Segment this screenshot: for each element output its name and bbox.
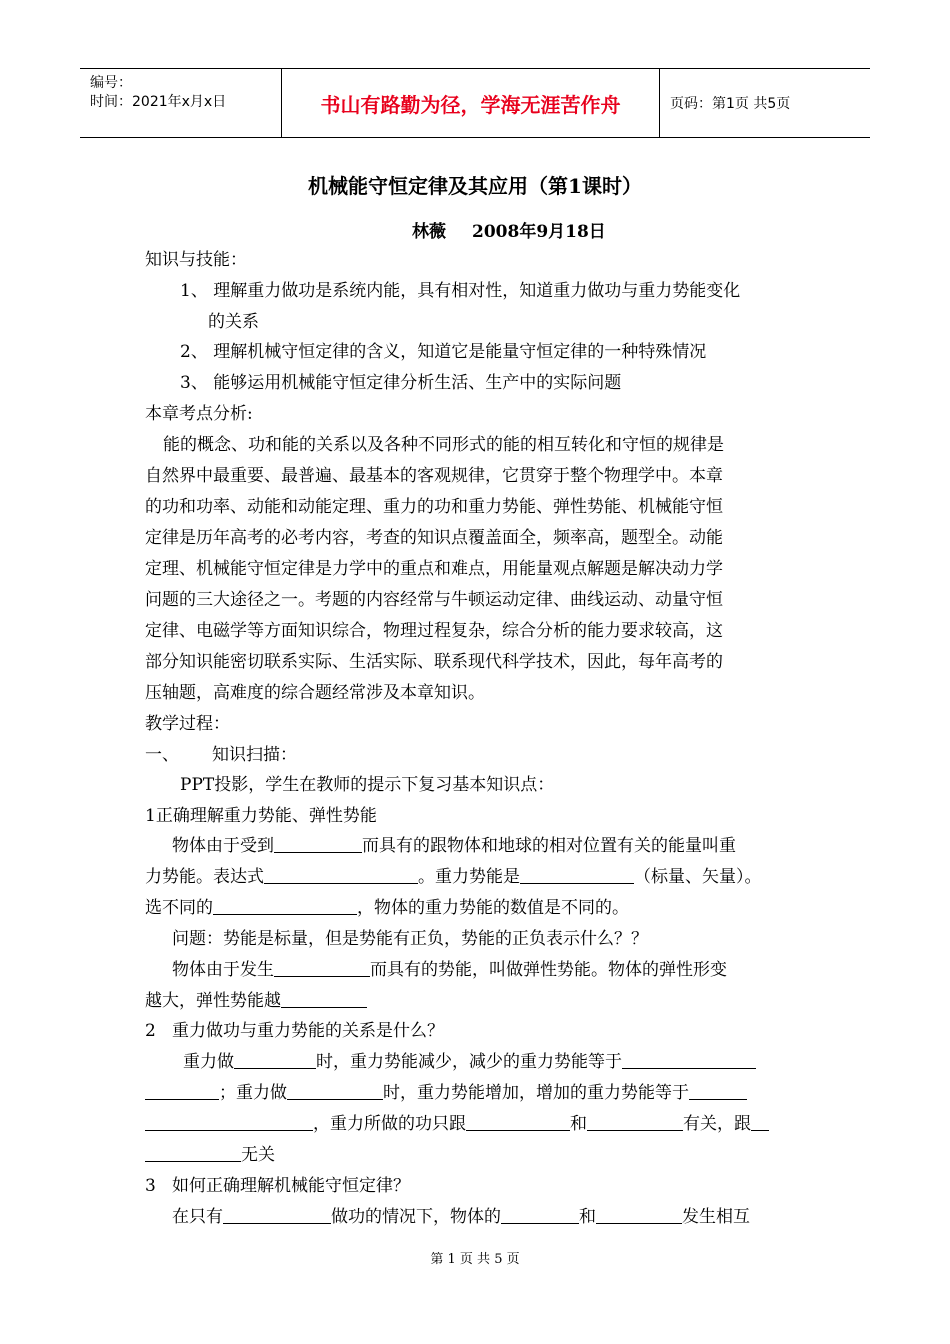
fill-line: 物体由于发生 而具有的势能，叫做弹性势能。物体的弹性形变 <box>172 960 727 980</box>
fill-line: 越大，弹性势能越 <box>145 990 367 1012</box>
blank <box>274 835 362 853</box>
header-page-info: 页码：第1页 共5页 <box>670 96 791 112</box>
paragraph-line: 定律、电磁学等方面知识综合，物理过程复杂，综合分析的能力要求较高，这 <box>145 621 723 641</box>
paragraph-line: 定律是历年高考的必考内容，考查的知识点覆盖面全，频率高，题型全。动能 <box>145 528 723 548</box>
header-time: 时间：2021年x月x日 <box>90 94 227 110</box>
list-item-cont: 的关系 <box>208 312 259 332</box>
blank <box>264 866 418 884</box>
fill-line: ；重力做 时，重力势能增加，增加的重力势能等于 <box>145 1082 747 1104</box>
page-header <box>80 68 870 138</box>
fill-line: 物体由于受到 而具有的跟物体和地球的相对位置有关的能量叫重 <box>172 836 736 856</box>
paragraph-line: 的功和功率、动能和动能定理、重力的功和重力势能、弹性势能、机械能守恒 <box>145 497 723 517</box>
blank <box>234 1051 316 1069</box>
subsection-number: 2 <box>145 1021 156 1041</box>
fill-line: 力势能。表达式 。重力势能是 （标量、矢量）。 <box>145 867 762 887</box>
paragraph-line: 能的概念、功和能的关系以及各种不同形式的能的相互转化和守恒的规律是 <box>163 435 724 455</box>
header-motto: 书山有路勤为径，学海无涯苦作舟 <box>281 69 660 137</box>
paragraph-line: 问题的三大途径之一。考题的内容经常与牛顿运动定律、曲线运动、动量守恒 <box>145 590 723 610</box>
blank <box>287 1082 383 1100</box>
blank <box>145 1113 313 1131</box>
header-meta <box>80 69 280 137</box>
section-heading: 知识与技能： <box>145 250 247 270</box>
blank <box>622 1051 756 1069</box>
fill-line: ，重力所做的功只跟 和 有关，跟 <box>145 1113 769 1135</box>
blank <box>145 1144 241 1162</box>
subsection-title: 1正确理解重力势能、弹性势能 <box>145 806 377 826</box>
fill-line: 选不同的 ，物体的重力势能的数值是不同的。 <box>145 898 629 918</box>
doc-byline <box>412 217 606 242</box>
paragraph-line: 压轴题，高难度的综合题经常涉及本章知识。 <box>145 683 485 703</box>
doc-date: 2008年9月18日 <box>472 222 606 242</box>
doc-title: 机械能守恒定律及其应用（第1课时） <box>308 174 642 198</box>
subsection-title: 重力做功与重力势能的关系是什么？ <box>172 1021 444 1041</box>
subsection-number: 3 <box>145 1176 156 1196</box>
paragraph-line: PPT投影，学生在教师的提示下复习基本知识点： <box>180 775 555 795</box>
blank <box>587 1113 683 1131</box>
blank <box>213 897 357 915</box>
paragraph-line: 自然界中最重要、最普遍、最基本的客观规律，它贯穿于整个物理学中。本章 <box>145 466 723 486</box>
list-item: 2、 理解机械守恒定律的含义，知道它是能量守恒定律的一种特殊情况 <box>180 342 707 362</box>
blank <box>520 866 634 884</box>
fill-line: 无关 <box>145 1144 275 1166</box>
subsection-title: 如何正确理解机械能守恒定律？ <box>172 1176 410 1196</box>
blank <box>689 1082 747 1100</box>
paragraph-line: 问题：势能是标量，但是势能有正负，势能的正负表示什么？？ <box>172 929 648 949</box>
fill-line: 重力做 时，重力势能减少，减少的重力势能等于 <box>183 1051 756 1073</box>
section-number: 一、 <box>145 745 179 765</box>
blank <box>281 990 367 1008</box>
paragraph-line: 定理、机械能守恒定律是力学中的重点和难点，用能量观点解题是解决动力学 <box>145 559 723 579</box>
blank <box>751 1113 769 1131</box>
header-code: 编号： <box>90 75 132 91</box>
blank <box>274 959 370 977</box>
list-item: 1、 理解重力做功是系统内能，具有相对性，知道重力做功与重力势能变化 <box>180 281 741 301</box>
list-item: 3、 能够运用机械能守恒定律分析生活、生产中的实际问题 <box>180 373 622 393</box>
paragraph-line: 部分知识能密切联系实际、生活实际、联系现代科学技术，因此，每年高考的 <box>145 652 723 672</box>
fill-line: 在只有 做功的情况下，物体的 和 发生相互 <box>172 1207 750 1227</box>
blank <box>223 1206 331 1224</box>
section-title: 知识扫描： <box>212 745 297 765</box>
section-heading: 本章考点分析: <box>145 404 253 424</box>
blank <box>145 1082 219 1100</box>
doc-author: 林薇 <box>412 222 446 242</box>
blank <box>501 1206 579 1224</box>
blank <box>466 1113 570 1131</box>
page-footer: 第 1 页 共 5 页 <box>430 1252 520 1267</box>
blank <box>596 1206 682 1224</box>
section-heading: 教学过程： <box>145 714 230 734</box>
